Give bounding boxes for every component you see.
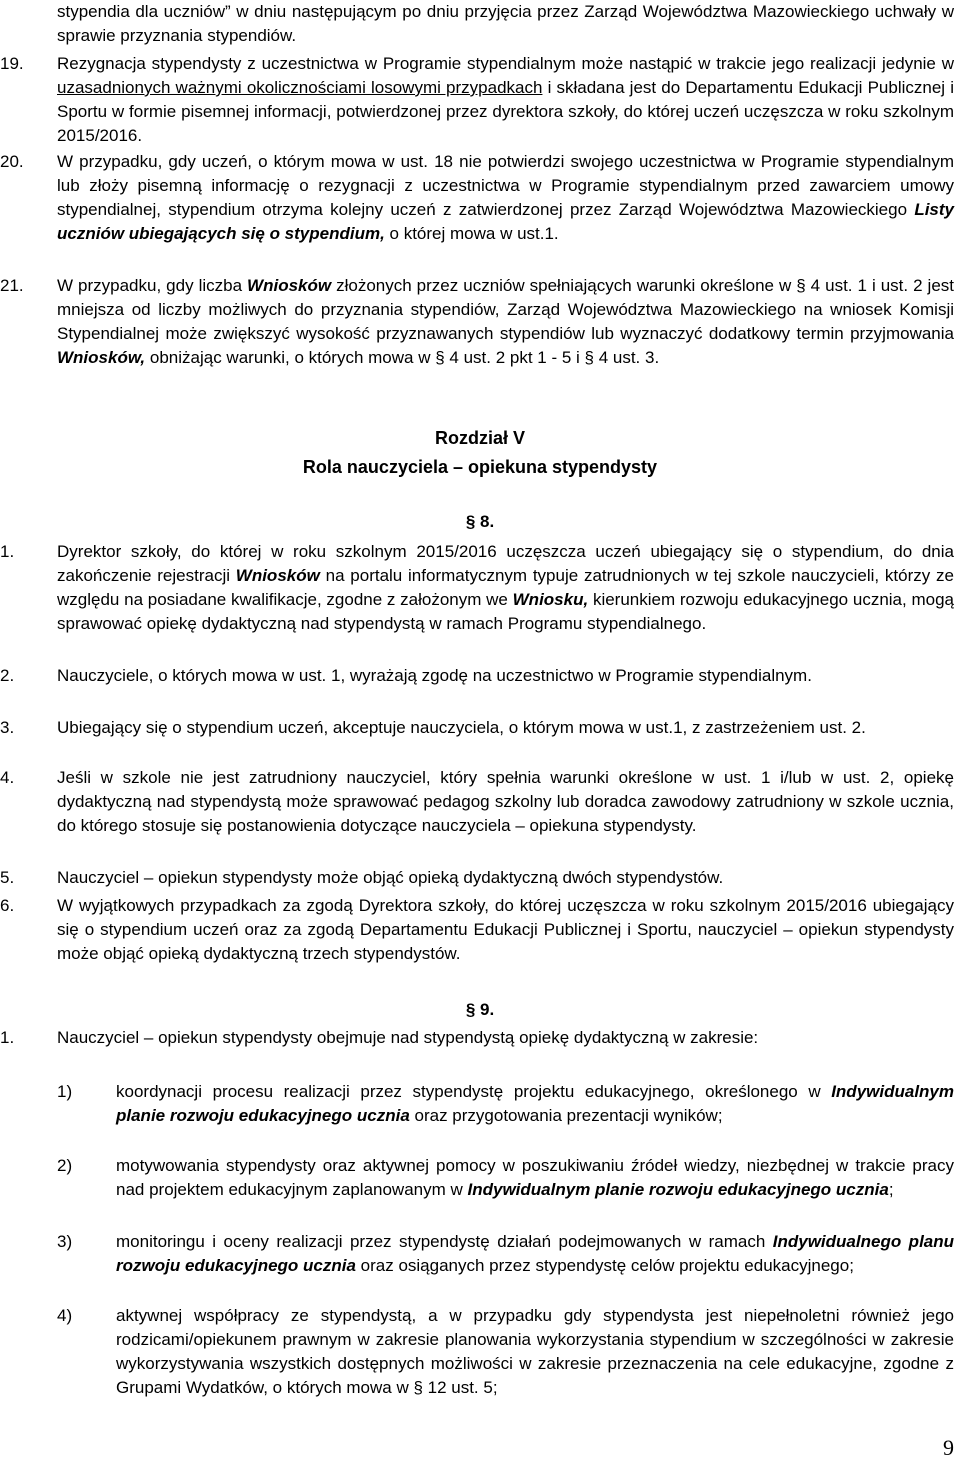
section-9-subitem-2	[0, 1154, 960, 1202]
paragraph-19	[0, 52, 960, 148]
section-8-item-3	[0, 716, 960, 740]
paragraph-20	[0, 150, 960, 246]
paragraph-number: 6.	[0, 896, 15, 915]
paragraph-text: Rezygnacja stypendysty z uczestnictwa w Programie stypendialnym może nastąpić w trakcie jego realizacji jedynie w	[57, 54, 954, 73]
paragraph-text: Dyrektor szkoły, do której w roku szkolnym 2015/2016 uczęszcza uczeń ubiegający się o stypendium, do dnia zakończenie rejestracji	[57, 542, 954, 585]
paragraph-number: 2.	[0, 666, 15, 685]
paragraph-text: W przypadku, gdy liczba	[57, 276, 248, 295]
subitem-number: 1)	[57, 1082, 73, 1101]
paragraph-text: i składana jest do Departamentu Edukacji Publicznej i Sportu w formie pisemnej informacji, potwierdzonej przez dyrektora szkoły, do której uczeń uczęszcza w roku szkolnym 2015/2016.	[57, 78, 954, 145]
paragraph-text: W wyjątkowych przypadkach za zgodą Dyrektora szkoły, do której uczęszcza w roku szkolnym 2015/2016 ubiegający się o stypendium uczeń oraz za zgodą Departamentu Edukacji Publicznej i Sportu, nauczyciel – opiekun stypendysty może objąć opieką dydaktyczną trzech stypendystów.	[57, 896, 954, 963]
paragraph-number: 3.	[0, 718, 15, 737]
paragraph-text: kierunkiem rozwoju edukacyjnego ucznia, mogą sprawować opiekę dydaktyczną nad stypendystą w ramach Programu stypendialnego.	[57, 590, 954, 633]
emphasis-text: Indywidualnym planie rozwoju edukacyjnego ucznia	[116, 1082, 954, 1125]
paragraph-21	[0, 274, 960, 370]
paragraph-text: oraz przygotowania prezentacji wyników;	[409, 1106, 723, 1125]
section-8-item-2	[0, 664, 960, 688]
paragraph-text: aktywnej współpracy ze stypendystą, a w przypadku gdy stypendysta jest niepełnoletni również jego rodzicami/opiekunem prawnym w zakresie planowania wykorzystania stypendium w szczególności w zakresie wykorzystywania wszystkich dostępnych możliwości w zakresie przeznaczenia na cele edukacyjne, zgodne z Grupami Wydatków, o których mowa w § 12 ust. 5;	[116, 1306, 954, 1397]
page-number: 9	[943, 1435, 954, 1460]
section-9-subitem-3	[0, 1230, 960, 1278]
paragraph-number: 19.	[0, 54, 24, 73]
chapter-title: Rozdział V	[434, 428, 525, 448]
section-8-item-4	[0, 766, 960, 838]
section-9-subitem-1	[0, 1080, 960, 1128]
paragraph-text: na portalu informatycznym typuje zatrudnionych w tej szkole nauczycieli, którzy ze względu na posiadane kwalifikacje, zgodne z założonym we	[57, 566, 954, 609]
paragraph-number: 4.	[0, 768, 15, 787]
paragraph-text: złożonych przez uczniów spełniających warunki określone w § 4 ust. 1 i ust. 2 jest mniejsza od liczby możliwych do przyznania stypendiów, Zarząd Województwa Mazowieckiego na wniosek Komisji Stypendialnej może zwiększyć wysokość przyznawanych stypendiów lub wyznaczyć dodatkowy termin przyjmowania	[57, 276, 955, 343]
paragraph-text: koordynacji procesu realizacji przez stypendystę projektu edukacyjnego, określonego w	[116, 1082, 832, 1101]
paragraph-number: 1.	[0, 542, 15, 561]
underlined-text: uzasadnionych ważnymi okolicznościami losowymi przypadkach	[57, 78, 543, 97]
paragraph-text: Jeśli w szkole nie jest zatrudniony nauczyciel, który spełnia warunki określone w ust. 1 i/lub w ust. 2, opiekę dydaktyczną nad stypendystą może sprawować pedagog szkolny lub doradca zawodowy zatrudniony w szkole ucznia, do którego stosuje się postanowienia dotyczące nauczyciela – opiekuna stypendysty.	[57, 768, 954, 835]
paragraph-text: Nauczyciel – opiekun stypendysty obejmuje nad stypendystą opiekę dydaktyczną w zakresie:	[57, 1028, 759, 1047]
section-8-item-6	[0, 894, 960, 966]
section-8-label: § 8.	[465, 512, 495, 531]
section-8-item-1	[0, 540, 960, 636]
subitem-number: 2)	[57, 1156, 73, 1175]
emphasis-text: Wniosku,	[512, 590, 589, 609]
paragraph-number: 20.	[0, 152, 24, 171]
paragraph-text: Nauczyciele, o których mowa w ust. 1, wyrażają zgodę na uczestnictwo w Programie stypendialnym.	[57, 666, 812, 685]
paragraph-text: Nauczyciel – opiekun stypendysty może objąć opieką dydaktyczną dwóch stypendystów.	[57, 868, 724, 887]
paragraph-continuation	[0, 0, 960, 48]
section-9-label: § 9.	[465, 1000, 495, 1019]
section-8-item-5	[0, 866, 960, 890]
paragraph-number: 21.	[0, 276, 24, 295]
emphasis-text: Wniosków	[235, 566, 320, 585]
emphasis-text: Indywidualnym planie rozwoju edukacyjnego ucznia	[467, 1180, 889, 1199]
paragraph-text: stypendia dla uczniów” w dniu następującym po dniu przyjęcia przez Zarząd Województwa Mazowieckiego uchwały w sprawie przyznania stypendiów.	[57, 2, 954, 45]
paragraph-text: o której mowa w ust.1.	[384, 224, 559, 243]
emphasis-text: Wniosków,	[57, 348, 146, 367]
paragraph-number: 5.	[0, 868, 15, 887]
emphasis-text: Wniosków	[247, 276, 332, 295]
subitem-number: 4)	[57, 1306, 73, 1325]
paragraph-number: 1.	[0, 1028, 15, 1047]
paragraph-text: motywowania stypendysty oraz aktywnej pomocy w poszukiwaniu źródeł wiedzy, niezbędnej w trakcie pracy nad projektem edukacyjnym zaplanowanym w	[116, 1156, 954, 1199]
emphasis-text: Indywidualnego planu rozwoju edukacyjnego ucznia	[116, 1232, 955, 1275]
subitem-number: 3)	[57, 1232, 73, 1251]
paragraph-text: W przypadku, gdy uczeń, o którym mowa w ust. 18 nie potwierdzi swojego uczestnictwa w Programie stypendialnym lub złoży pisemną informację o rezygnacji z uczestnictwa w Programie stypendialnym przed zawarciem umowy stypendialnej, stypendium otrzyma kolejny uczeń z zatwierdzonej przez Zarząd Województwa Mazowieckiego	[57, 152, 954, 219]
paragraph-text: obniżając warunki, o których mowa w § 4 ust. 2 pkt 1 - 5 i § 4 ust. 3.	[145, 348, 660, 367]
paragraph-text: monitoringu i oceny realizacji przez stypendystę działań podejmowanych w ramach	[116, 1232, 773, 1251]
paragraph-text: Ubiegający się o stypendium uczeń, akceptuje nauczyciela, o którym mowa w ust.1, z zastrzeżeniem ust. 2.	[57, 718, 866, 737]
chapter-subtitle: Rola nauczyciela – opiekuna stypendysty	[302, 457, 658, 477]
paragraph-text: ;	[888, 1180, 894, 1199]
section-9-subitem-4	[0, 1304, 960, 1400]
paragraph-text: oraz osiąganych przez stypendystę celów projektu edukacyjnego;	[355, 1256, 854, 1275]
emphasis-text: Listy uczniów ubiegających się o stypendium,	[57, 200, 954, 243]
section-9-item-1	[0, 1026, 960, 1050]
